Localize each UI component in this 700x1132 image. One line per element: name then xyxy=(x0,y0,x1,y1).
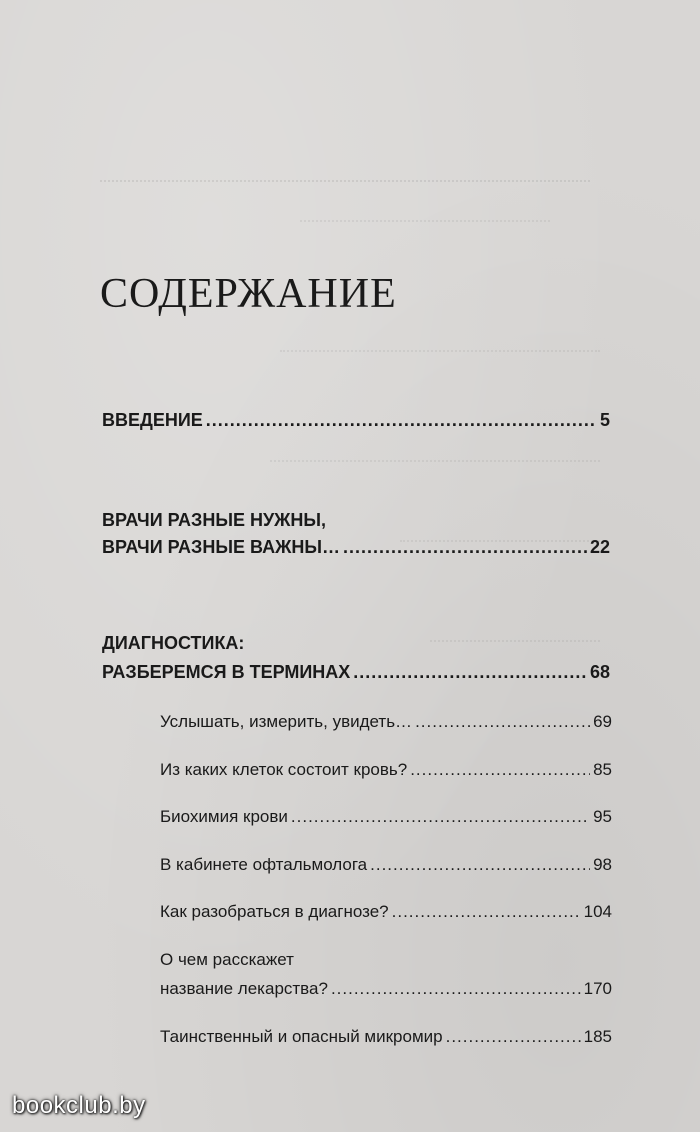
toc-leader-dots xyxy=(206,410,597,431)
toc-subentry-label: Из каких клеток состоит кровь? xyxy=(160,760,408,779)
toc-subentry-page: 104 xyxy=(583,902,612,921)
toc-subentry xyxy=(160,807,612,827)
toc-entry-label: ВВЕДЕНИЕ xyxy=(102,410,203,430)
toc-leader-dots xyxy=(415,712,590,732)
toc-subentry-label: В кабинете офтальмолога xyxy=(160,855,368,874)
toc-leader-dots xyxy=(392,902,581,922)
toc-subentry xyxy=(160,855,612,875)
toc-subentry-page: 170 xyxy=(583,979,612,998)
bleed-through-decoration xyxy=(280,330,600,352)
toc-subentry xyxy=(160,712,612,732)
toc-subentry-page: 95 xyxy=(593,807,612,826)
bleed-through-decoration xyxy=(270,440,600,462)
toc-subentry-label: Биохимия крови xyxy=(160,807,288,826)
toc-leader-dots xyxy=(343,537,587,558)
toc-subentry-page: 69 xyxy=(593,712,612,731)
toc-subentry-page: 185 xyxy=(583,1027,612,1046)
toc-leader-dots xyxy=(410,760,590,780)
toc-entry-label: РАЗБЕРЕМСЯ В ТЕРМИНАХ xyxy=(102,662,351,682)
toc-subentry xyxy=(160,1027,612,1047)
toc-leader-dots xyxy=(353,662,587,683)
bleed-through-decoration xyxy=(100,150,590,182)
toc-leader-dots xyxy=(291,807,590,827)
toc-subentry-line1: О чем расскажет xyxy=(160,950,294,969)
toc-entry-diagnostics xyxy=(102,662,610,683)
toc-entry-label: ВРАЧИ РАЗНЫЕ ВАЖНЫ… xyxy=(102,537,340,557)
page-title: СОДЕРЖАНИЕ xyxy=(100,271,397,317)
toc-entry-page: 5 xyxy=(599,410,610,430)
toc-subentry-label: Таинственный и опасный микромир xyxy=(160,1027,443,1046)
toc-subentry-label: Как разобраться в диагнозе? xyxy=(160,902,389,921)
toc-entry-page: 68 xyxy=(589,662,610,682)
bleed-through-decoration xyxy=(300,200,550,222)
toc-leader-dots xyxy=(370,855,590,875)
toc-subentry-page: 85 xyxy=(593,760,612,779)
toc-leader-dots xyxy=(446,1027,581,1047)
toc-entry-doctors xyxy=(102,537,610,558)
toc-subentry-page: 98 xyxy=(593,855,612,874)
toc-subentry xyxy=(160,979,612,999)
toc-entry-doctors-line1: ВРАЧИ РАЗНЫЕ НУЖНЫ, xyxy=(102,510,327,530)
toc-leader-dots xyxy=(331,979,581,999)
toc-entry-page: 22 xyxy=(589,537,610,557)
toc-subentry xyxy=(160,902,612,922)
toc-subentry-label: Услышать, измерить, увидеть… xyxy=(160,712,413,731)
toc-entry-diagnostics-line1: ДИАГНОСТИКА: xyxy=(102,633,245,653)
toc-subentry xyxy=(160,760,612,780)
toc-subentry-label: название лекарства? xyxy=(160,979,328,998)
watermark: bookclub.by xyxy=(12,1092,146,1119)
bleed-through-decoration xyxy=(430,620,600,642)
toc-entry-intro xyxy=(102,410,610,431)
